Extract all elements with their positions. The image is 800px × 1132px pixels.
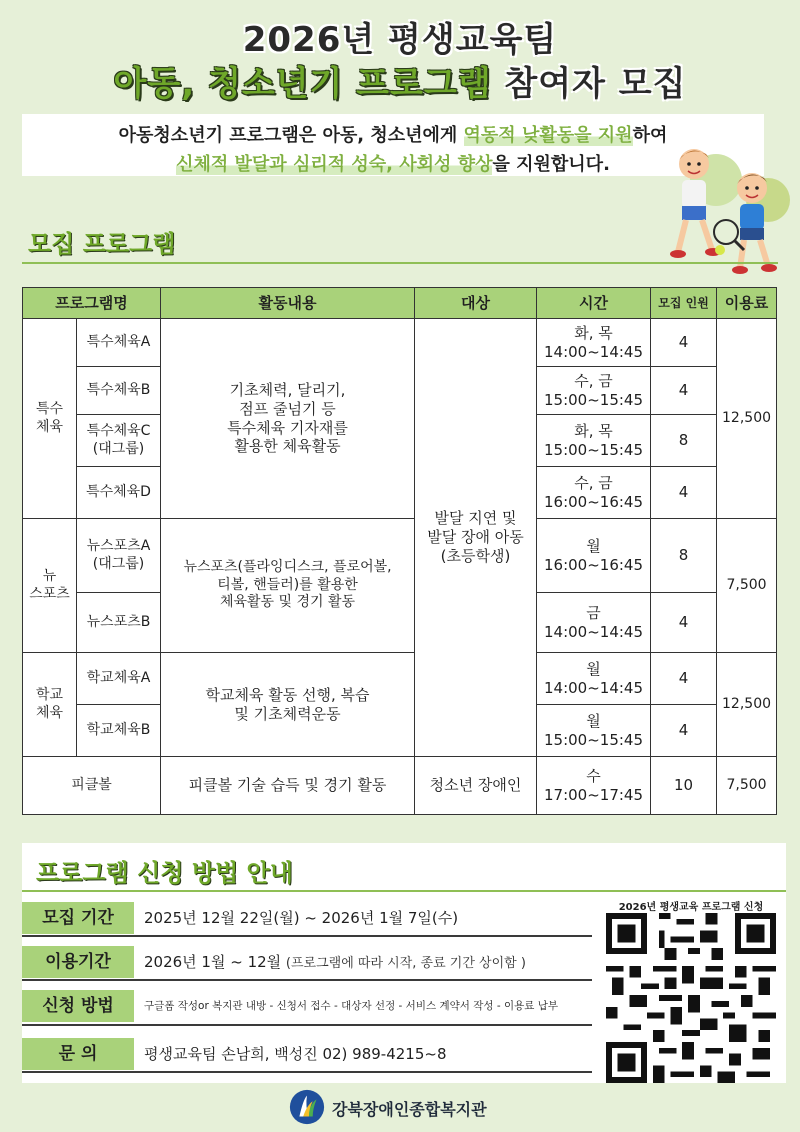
- count-cell: 4: [651, 467, 717, 519]
- time-cell: 화, 목 14:00~14:45: [537, 319, 651, 367]
- method-value: 구글폼 작성or 복지관 내방 - 신청서 접수 - 대상자 선정 - 서비스 계약서 작성 - 이용료 납부: [144, 1000, 559, 1012]
- table-row: [23, 653, 777, 705]
- period-value: 2025년 12월 22일(월) ~ 2026년 1월 7일(수): [144, 909, 459, 927]
- intro-text: 을 지원합니다.: [492, 154, 610, 175]
- title-suffix: 참여자 모집: [491, 64, 687, 104]
- contact-label: 문 의: [22, 1038, 134, 1070]
- column-header: 모집 인원: [651, 288, 717, 319]
- group-label: [23, 519, 77, 653]
- activity-description: 기초체력, 달리기, 점프 줄넘기 등 특수체육 기자재를 활용한 체육활동: [161, 319, 415, 519]
- group-label: [23, 653, 77, 757]
- organization-name: 강북장애인종합복지관: [332, 1100, 487, 1119]
- column-header: 프로그램명: [23, 288, 161, 319]
- intro-line-2: [22, 150, 764, 176]
- count-cell: 4: [651, 593, 717, 653]
- time-cell: 월 14:00~14:45: [537, 653, 651, 705]
- time-cell: 수, 금 15:00~15:45: [537, 367, 651, 415]
- column-header: 대상: [415, 288, 537, 319]
- program-name: 특수체육D: [77, 467, 161, 519]
- intro-text: 하여: [632, 125, 668, 146]
- intro-highlight: 역동적 낮활동을 지원: [463, 125, 633, 146]
- time-cell: 월 15:00~15:45: [537, 705, 651, 757]
- row-divider: [22, 935, 592, 937]
- count-cell: 4: [651, 653, 717, 705]
- group-label-text: 학교 체육: [35, 687, 64, 721]
- qr-caption: 2026년 평생교육 프로그램 신청: [618, 902, 764, 913]
- program-name: 학교체육A: [77, 653, 161, 705]
- program-name: 뉴스포츠B: [77, 593, 161, 653]
- fee-cell: 12,500: [717, 319, 777, 519]
- count-cell: 4: [651, 705, 717, 757]
- apply-heading: 프로그램 신청 방법 안내: [36, 859, 293, 887]
- program-table: [22, 287, 777, 815]
- column-header: 활동내용: [161, 288, 415, 319]
- program-name: 학교체육B: [77, 705, 161, 757]
- group-label-text: 특수 체육: [35, 401, 64, 435]
- kids-playing-icon: [656, 140, 796, 280]
- fee-cell: 7,500: [717, 757, 777, 815]
- program-name: 특수체육A: [77, 319, 161, 367]
- program-name: 피클볼: [23, 757, 161, 815]
- qr-code-icon[interactable]: [606, 913, 776, 1083]
- table-row: [23, 319, 777, 367]
- usage-value: [144, 946, 526, 978]
- table-header-row: [23, 288, 777, 319]
- recruit-divider: [22, 262, 778, 264]
- table-row: [23, 519, 777, 593]
- target-cell: 청소년 장애인: [415, 757, 537, 815]
- time-cell: 화, 목 15:00~15:45: [537, 415, 651, 467]
- count-cell: 8: [651, 415, 717, 467]
- contact-value: 평생교육팀 손남희, 백성진 02) 989-4215~8: [144, 1045, 447, 1063]
- recruit-heading: 모집 프로그램: [28, 230, 176, 258]
- group-label: [23, 319, 77, 519]
- intro-line-1: [22, 121, 764, 147]
- apply-divider: [22, 890, 786, 892]
- fee-cell: 12,500: [717, 653, 777, 757]
- method-label: 신청 방법: [22, 990, 134, 1022]
- time-cell: 수 17:00~17:45: [537, 757, 651, 815]
- title-line-1: 2026년 평생교육팀: [242, 20, 558, 60]
- fee-cell: 7,500: [717, 519, 777, 653]
- title-highlight: 아동, 청소년기 프로그램: [113, 64, 492, 104]
- time-cell: 월 16:00~16:45: [537, 519, 651, 593]
- program-name: 특수체육B: [77, 367, 161, 415]
- intro-highlight: 신체적 발달과 심리적 성숙, 사회성 향상: [176, 154, 493, 175]
- group-label-text: 뉴 스포츠: [29, 568, 70, 602]
- row-divider: [22, 1071, 592, 1073]
- intro-text: 아동청소년기 프로그램은 아동, 청소년에게: [118, 125, 464, 146]
- count-cell: 10: [651, 757, 717, 815]
- time-cell: 수, 금 16:00~16:45: [537, 467, 651, 519]
- title-line-2: [0, 56, 800, 105]
- activity-description: 피클볼 기술 습득 및 경기 활동: [161, 757, 415, 815]
- target-cell: 발달 지연 및 발달 장애 아동 (초등학생): [415, 319, 537, 757]
- activity-description: 뉴스포츠(플라잉디스크, 플로어볼, 티볼, 핸들러)를 활용한 체육활동 및 경기 활동: [161, 519, 415, 653]
- usage-label: 이용기간: [22, 946, 134, 978]
- program-name: 뉴스포츠A (대그룹): [77, 519, 161, 593]
- column-header: 시간: [537, 288, 651, 319]
- organization-logo-icon: [288, 1088, 326, 1126]
- usage-main: 2026년 1월 ~ 12월: [144, 953, 286, 971]
- activity-description: 학교체육 활동 선행, 복습 및 기초체력운동: [161, 653, 415, 757]
- program-name: 특수체육C (대그룹): [77, 415, 161, 467]
- count-cell: 8: [651, 519, 717, 593]
- count-cell: 4: [651, 319, 717, 367]
- usage-note: (프로그램에 따라 시작, 종료 기간 상이함 ): [285, 956, 526, 971]
- column-header: 이용료: [717, 288, 777, 319]
- time-cell: 금 14:00~14:45: [537, 593, 651, 653]
- count-cell: 4: [651, 367, 717, 415]
- row-divider: [22, 1024, 592, 1026]
- intro-box: [22, 114, 764, 176]
- row-divider: [22, 979, 592, 981]
- period-label: 모집 기간: [22, 902, 134, 934]
- table-row: [23, 757, 777, 815]
